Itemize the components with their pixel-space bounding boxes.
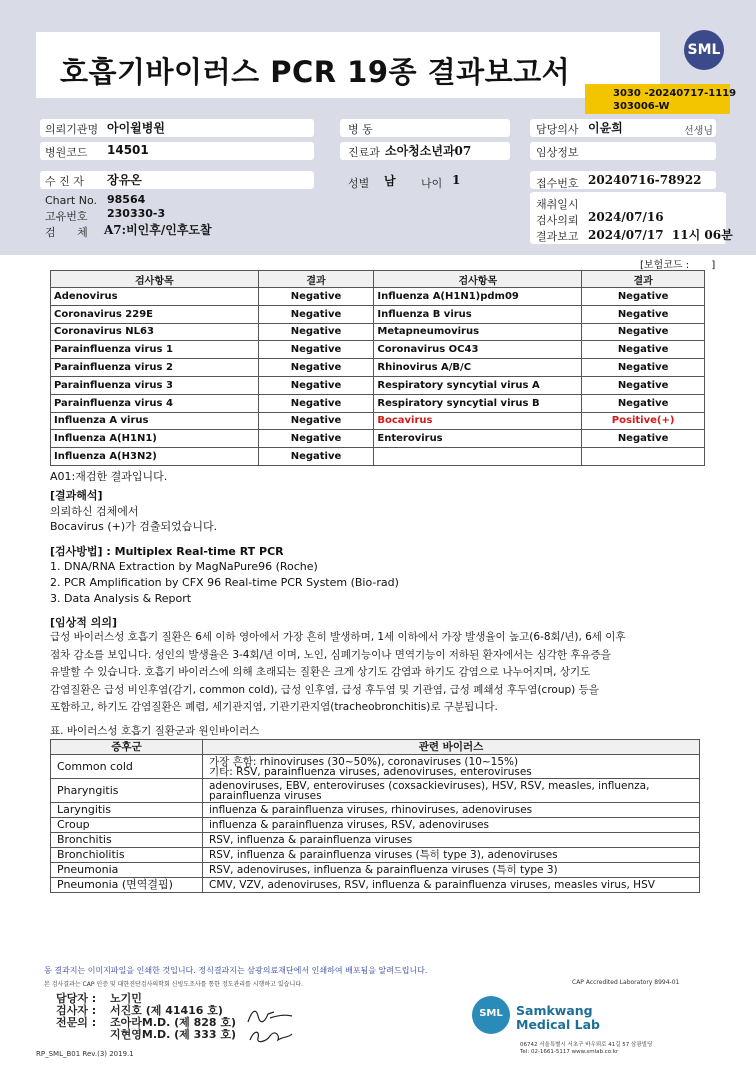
signature-icon (244, 1006, 296, 1026)
doctor-suffix: 선생님 (684, 126, 713, 137)
disease-header-syndrome: 증후군 (51, 740, 203, 755)
virus-line: adenoviruses, EBV, enteroviruses (coxsackieviruses), HSV, RSV, measles, influenza, (209, 779, 650, 792)
sex-value: 남 (384, 174, 396, 188)
test-item: Enterovirus (374, 430, 582, 448)
table-row (51, 412, 705, 430)
clinical-line: 감염질환은 급성 비인후염(감기, common cold), 급성 인후염, 급성 후두염 및 기관염, 급성 폐쇄성 후두염(croup) 등을 (50, 683, 599, 696)
method-step: 2. PCR Amplification by CFX 96 Real-time PCR System (Bio-rad) (50, 576, 399, 589)
table-row (51, 878, 700, 893)
test-item: Metapneumovirus (374, 323, 582, 341)
table-row (51, 755, 700, 779)
report-value: 2024/07/17 11시 06분 (588, 228, 733, 242)
lab-address: 06742 서울특별시 서초구 바우뫼로 41길 57 삼광빌딩 (520, 1042, 653, 1048)
viruses-cell (203, 833, 700, 848)
test-item (374, 448, 582, 466)
disease-table (50, 739, 700, 893)
interpretation-line: Bocavirus (+)가 검출되었습니다. (50, 520, 218, 533)
test-item: Bocavirus (374, 412, 582, 430)
table-row (51, 394, 705, 412)
viruses-cell (203, 818, 700, 833)
clinical-line: 포함하고, 하기도 감염질환은 폐렴, 세기관지염, 기관기관지염(tracheobronchitis)로 구분됩니다. (50, 701, 498, 713)
lab-name-line1: Samkwang (516, 1003, 593, 1018)
results-header-result: 결과 (582, 271, 705, 288)
clinical-significance-header: [임상적 의의] (50, 616, 118, 629)
results-header-item: 검사항목 (374, 271, 582, 288)
test-item: Coronavirus 229E (51, 305, 259, 323)
viruses-cell (203, 863, 700, 878)
test-item: Influenza B virus (374, 305, 582, 323)
table-row (51, 288, 705, 306)
institution-label: 의뢰기관명 (45, 123, 99, 136)
virus-line: RSV, adenoviruses, influenza & parainfluenza viruses (특히 type 3) (209, 864, 558, 876)
table-row (51, 863, 700, 878)
disease-table-caption: 표. 바이러스성 호흡기 질환군과 원인바이러스 (50, 725, 260, 737)
unique-no-value: 230330-3 (107, 207, 166, 220)
test-item: Adenovirus (51, 288, 259, 306)
method-step: 3. Data Analysis & Report (50, 592, 192, 605)
request-value: 2024/07/16 (588, 210, 664, 224)
viruses-cell (203, 848, 700, 863)
insurance-code: [보험코드 : ] (640, 260, 716, 271)
test-result: Negative (258, 323, 374, 341)
test-item: Respiratory syncytial virus A (374, 376, 582, 394)
test-result (582, 448, 705, 466)
table-row (51, 448, 705, 466)
test-result: Negative (258, 288, 374, 306)
report-code-line2: 303006-W (613, 101, 670, 112)
hospital-code-label: 병원코드 (45, 146, 88, 159)
staff-name: 지현영M.D. (제 333 호) (110, 1028, 237, 1041)
retest-note: A01:재검한 결과입니다. (50, 470, 168, 483)
sml-logo-icon: SML (684, 30, 724, 70)
chart-no-label: Chart No. (45, 194, 97, 207)
age-label: 나이 (421, 177, 443, 190)
form-number: RP_SML_B01 Rev.(3) 2019.1 (36, 1050, 134, 1058)
staff-name: 조아라M.D. (제 828 호) (110, 1016, 237, 1029)
samkwang-logo-text: SML (479, 1008, 503, 1019)
test-result: Negative (258, 448, 374, 466)
virus-line: RSV, influenza & parainfluenza viruses (209, 834, 413, 846)
specimen-label: 검 체 (45, 226, 88, 239)
table-row (51, 430, 705, 448)
staff-role: 담당자 : (56, 992, 97, 1005)
test-result: Negative (258, 430, 374, 448)
test-result: Negative (582, 359, 705, 377)
syndrome-cell: Bronchiolitis (51, 848, 203, 863)
test-result: Negative (258, 305, 374, 323)
doctor-label: 담당의사 (536, 123, 579, 136)
doctor-value: 이윤희 (588, 121, 623, 135)
interpretation-header: [결과해석] (50, 489, 103, 502)
department-label: 진료과 (348, 146, 380, 159)
report-code-tag (585, 84, 737, 114)
test-result: Negative (582, 305, 705, 323)
virus-line: 가장 흔함: rhinoviruses (30~50%), coronaviruses (10~15%) (209, 755, 519, 768)
table-row (51, 818, 700, 833)
table-row (51, 833, 700, 848)
institution-value: 아이윌병원 (107, 121, 165, 135)
staff-role: 전문의 : (56, 1016, 97, 1029)
test-result: Negative (258, 394, 374, 412)
test-result: Negative (582, 323, 705, 341)
samkwang-logo-icon (472, 996, 510, 1034)
table-row (51, 305, 705, 323)
receipt-label: 접수번호 (536, 177, 579, 190)
table-row (51, 359, 705, 377)
receipt-value: 20240716-78922 (588, 173, 702, 187)
staff-role: 검사자 : (56, 1004, 97, 1017)
viruses-cell (203, 755, 700, 779)
patient-label: 수 진 자 (45, 175, 84, 188)
request-label: 검사의뢰 (536, 214, 579, 227)
virus-line: RSV, influenza & parainfluenza viruses (특히 type 3), adenoviruses (209, 849, 558, 861)
test-result: Negative (582, 341, 705, 359)
hospital-code-value: 14501 (107, 143, 149, 157)
department-value: 소아청소년과07 (385, 144, 472, 158)
test-result: Negative (258, 412, 374, 430)
virus-line: influenza & parainfluenza viruses, rhinoviruses, adenoviruses (209, 804, 533, 816)
image-notice: 동 결과지는 이미지파일을 인쇄한 것입니다. 정식결과지는 삼광의료재단에서 인쇄하여 배포됨을 알려드립니다. (44, 966, 428, 975)
test-item: Influenza A virus (51, 412, 259, 430)
results-table (50, 270, 705, 466)
table-row (51, 323, 705, 341)
viruses-cell (203, 803, 700, 818)
table-row (51, 848, 700, 863)
results-header-item: 검사항목 (51, 271, 259, 288)
test-result: Negative (582, 288, 705, 306)
syndrome-cell: Pneumonia (면역결핍) (51, 878, 203, 893)
disease-header-viruses: 관련 바이러스 (203, 740, 700, 755)
test-item: Rhinovirus A/B/C (374, 359, 582, 377)
patient-name: 장유온 (107, 173, 142, 187)
clinical-line: 점차 감소를 보입니다. 성인의 발생율은 3-4회/년 이며, 노인, 심폐기능이나 면역기능이 저하된 환자에서는 심각한 후유증을 (50, 648, 611, 661)
syndrome-cell: Bronchitis (51, 833, 203, 848)
report-code-line1: 3030 -20240717-1119 (613, 88, 737, 99)
table-row (51, 376, 705, 394)
syndrome-cell: Pneumonia (51, 863, 203, 878)
test-item: Parainfluenza virus 2 (51, 359, 259, 377)
viruses-cell (203, 779, 700, 803)
test-item: Influenza A(H1N1) (51, 430, 259, 448)
test-item: Respiratory syncytial virus B (374, 394, 582, 412)
test-result: Positive(+) (582, 412, 705, 430)
staff-name: 노기민 (110, 992, 142, 1005)
syndrome-cell: Pharyngitis (51, 779, 203, 803)
staff-name: 서진호 (제 41416 호) (110, 1004, 223, 1017)
test-result: Negative (258, 376, 374, 394)
test-item: Coronavirus OC43 (374, 341, 582, 359)
interpretation-line: 의뢰하신 검체에서 (50, 505, 139, 518)
clinical-info-label: 임상정보 (536, 146, 579, 159)
virus-line: CMV, VZV, adenoviruses, RSV, influenza & parainfluenza viruses, measles virus, HSV (209, 879, 655, 891)
method-header: [검사방법] : Multiplex Real-time RT PCR (50, 545, 284, 558)
specimen-value: A7:비인후/인후도찰 (104, 223, 212, 237)
clinical-line: 급성 바이러스성 호흡기 질환은 6세 이하 영아에서 가장 흔히 발생하며, 1세 이하에서 가장 발생율이 높고(6-8회/년), 6세 이후 (50, 631, 626, 643)
test-item: Parainfluenza virus 3 (51, 376, 259, 394)
cap-accreditation: CAP Accredited Laboratory 8994-01 (572, 979, 680, 986)
syndrome-cell: Croup (51, 818, 203, 833)
test-item: Influenza A(H3N2) (51, 448, 259, 466)
virus-line: parainfluenza viruses (209, 789, 322, 802)
signature-icon (244, 1026, 296, 1046)
sex-label: 성별 (348, 177, 370, 190)
fine-print: 본 검사결과는 CAP 인증 및 대한진단검사의학회 신빙도조사를 통한 정도관리를 시행하고 있습니다. (44, 981, 303, 988)
table-row (51, 341, 705, 359)
test-result: Negative (258, 341, 374, 359)
test-result: Negative (582, 376, 705, 394)
viruses-cell (203, 878, 700, 893)
virus-line: influenza & parainfluenza viruses, RSV, adenoviruses (209, 819, 489, 831)
report-label: 결과보고 (536, 230, 579, 243)
test-item: Parainfluenza virus 4 (51, 394, 259, 412)
syndrome-cell: Laryngitis (51, 803, 203, 818)
test-item: Coronavirus NL63 (51, 323, 259, 341)
test-item: Influenza A(H1N1)pdm09 (374, 288, 582, 306)
age-value: 1 (452, 173, 461, 187)
table-row (51, 803, 700, 818)
ward-label: 병 동 (348, 123, 373, 136)
chart-no-value: 98564 (107, 193, 146, 206)
table-row (51, 779, 700, 803)
lab-name-line2: Medical Lab (516, 1017, 600, 1032)
lab-phone: Tel: 02-1661-5117 www.smlab.co.kr (520, 1049, 619, 1055)
report-title: 호흡기바이러스 PCR 19종 결과보고서 (60, 55, 571, 89)
unique-no-label: 고유번호 (45, 210, 88, 223)
results-header-result: 결과 (258, 271, 374, 288)
syndrome-cell: Common cold (51, 755, 203, 779)
test-result: Negative (582, 394, 705, 412)
collect-label: 채취일시 (536, 198, 579, 211)
clinical-line: 유발할 수 있습니다. 호흡기 바이러스에 의해 초래되는 질환은 크게 상기도 감염과 하기도 감염으로 나누어지며, 상기도 (50, 666, 591, 678)
test-item: Parainfluenza virus 1 (51, 341, 259, 359)
lab-name (516, 1004, 600, 1032)
test-result: Negative (582, 430, 705, 448)
virus-line: 기타: RSV, parainfluenza viruses, adenoviruses, enteroviruses (209, 765, 532, 778)
method-step: 1. DNA/RNA Extraction by MagNaPure96 (Roche) (50, 560, 318, 573)
clinical-significance-text (50, 629, 710, 717)
test-result: Negative (258, 359, 374, 377)
